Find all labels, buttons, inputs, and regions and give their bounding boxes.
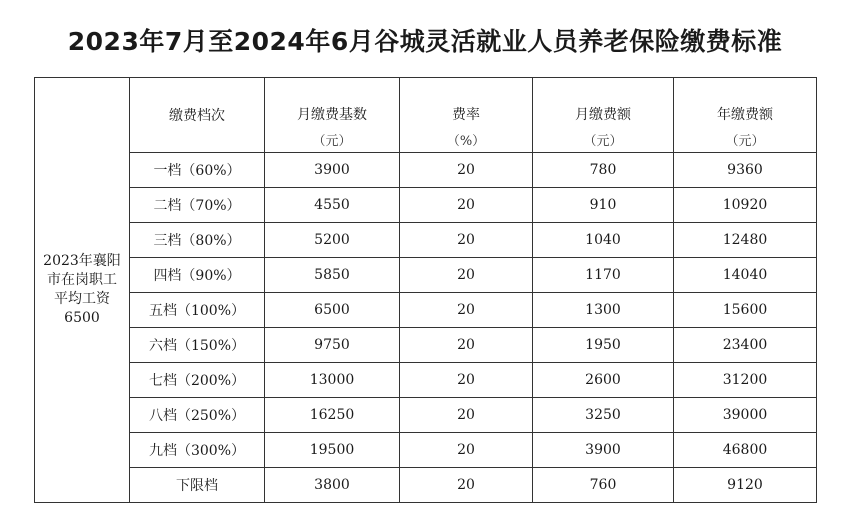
monthly-cell: 2600 [533,363,674,398]
level-cell: 一档（60%） [130,153,265,188]
header-row [35,78,817,127]
monthly-header: 月缴费额 [533,78,674,127]
annual-cell: 10920 [674,188,817,223]
base-unit: （元） [265,126,400,153]
level-cell: 下限档 [130,468,265,503]
table-row [35,433,817,468]
base-header: 月缴费基数 [265,78,400,127]
contribution-table [34,77,817,503]
level-cell: 七档（200%） [130,363,265,398]
base-cell: 19500 [265,433,400,468]
monthly-cell: 780 [533,153,674,188]
rate-unit: （%） [400,126,533,153]
monthly-cell: 1170 [533,258,674,293]
rate-cell: 20 [400,258,533,293]
rate-cell: 20 [400,398,533,433]
rate-cell: 20 [400,223,533,258]
annual-cell: 15600 [674,293,817,328]
level-cell: 三档（80%） [130,223,265,258]
side-label-line: 2023年襄阳 [43,253,121,269]
level-cell: 八档（250%） [130,398,265,433]
table-body [35,78,817,503]
table-row [35,258,817,293]
side-label-line: 平均工资 [54,291,110,307]
monthly-unit: （元） [533,126,674,153]
base-cell: 9750 [265,328,400,363]
annual-cell: 39000 [674,398,817,433]
rate-header: 费率 [400,78,533,127]
rate-cell: 20 [400,293,533,328]
page-title: 2023年7月至2024年6月谷城灵活就业人员养老保险缴费标准 [67,27,783,56]
base-cell: 5850 [265,258,400,293]
table-row [35,188,817,223]
monthly-cell: 760 [533,468,674,503]
level-cell: 九档（300%） [130,433,265,468]
monthly-cell: 1950 [533,328,674,363]
base-cell: 16250 [265,398,400,433]
annual-cell: 46800 [674,433,817,468]
rate-cell: 20 [400,433,533,468]
level-header: 缴费档次 [130,78,265,153]
side-label-line: 6500 [64,310,100,326]
level-cell: 二档（70%） [130,188,265,223]
rate-cell: 20 [400,153,533,188]
monthly-cell: 3900 [533,433,674,468]
annual-unit: （元） [674,126,817,153]
annual-cell: 9120 [674,468,817,503]
table-row [35,293,817,328]
base-cell: 4550 [265,188,400,223]
monthly-cell: 1040 [533,223,674,258]
monthly-cell: 3250 [533,398,674,433]
table-row [35,398,817,433]
base-cell: 5200 [265,223,400,258]
rate-cell: 20 [400,363,533,398]
table-row [35,328,817,363]
rate-cell: 20 [400,328,533,363]
rate-cell: 20 [400,468,533,503]
monthly-cell: 1300 [533,293,674,328]
base-cell: 13000 [265,363,400,398]
table-row [35,363,817,398]
annual-header: 年缴费额 [674,78,817,127]
base-cell: 3900 [265,153,400,188]
annual-cell: 9360 [674,153,817,188]
level-cell: 五档（100%） [130,293,265,328]
annual-cell: 23400 [674,328,817,363]
wage-reference-cell [35,78,130,503]
rate-cell: 20 [400,188,533,223]
base-cell: 3800 [265,468,400,503]
monthly-cell: 910 [533,188,674,223]
annual-cell: 14040 [674,258,817,293]
annual-cell: 31200 [674,363,817,398]
base-cell: 6500 [265,293,400,328]
level-cell: 四档（90%） [130,258,265,293]
annual-cell: 12480 [674,223,817,258]
table-row [35,468,817,503]
side-label-line: 市在岗职工 [47,272,117,288]
table-row [35,153,817,188]
level-cell: 六档（150%） [130,328,265,363]
table-row [35,223,817,258]
